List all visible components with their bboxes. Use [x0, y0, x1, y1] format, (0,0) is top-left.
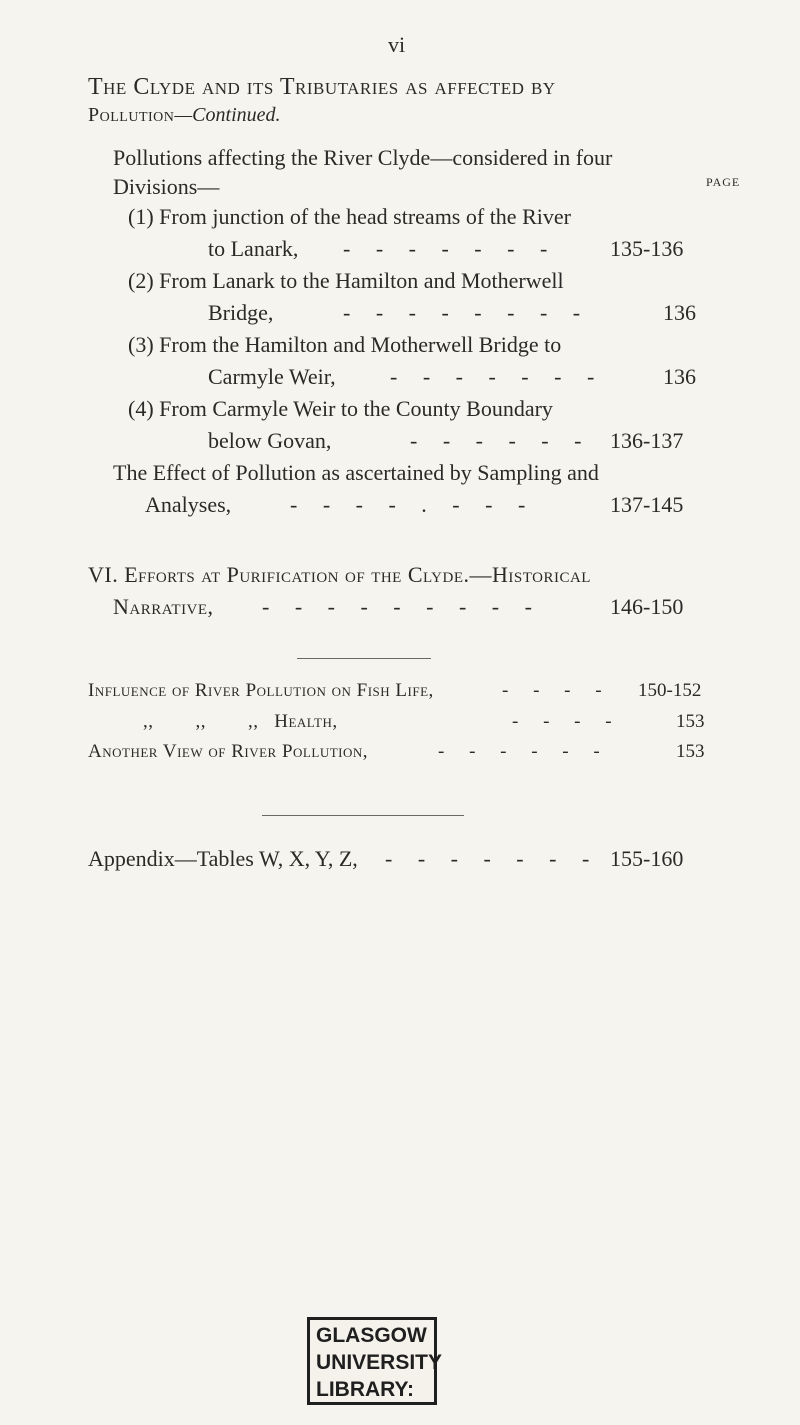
stamp-line-3: LIBRARY: [316, 1378, 414, 1401]
leader-dots: - - - - - - - [385, 846, 600, 871]
divider-rule [262, 815, 464, 816]
divisions-intro: Pollutions affecting the River Clyde—considered in four [113, 145, 613, 170]
toc-entry-fish-life: Influence of River Pollution on Fish Life, [88, 680, 434, 701]
toc-entry-division-3-cont: Carmyle Weir, [208, 364, 336, 389]
toc-entry-division-1: (1) From junction of the head streams of the River [128, 204, 571, 229]
toc-entry-division-3: (3) From the Hamilton and Motherwell Bridge to [128, 332, 562, 357]
leader-dots: - - - - [512, 711, 622, 732]
page-number: 153 [676, 741, 705, 762]
leader-dots: - - - - - - - [343, 236, 558, 261]
stamp-line-2: UNIVERSITY [316, 1351, 443, 1374]
toc-entry-division-2: (2) From Lanark to the Hamilton and Motherwell [128, 268, 564, 293]
toc-entry-appendix: Appendix—Tables W, X, Y, Z, [88, 846, 358, 871]
chapter-heading-vi-cont: Narrative, [113, 594, 214, 619]
divisions-intro-cont: Divisions— [113, 174, 220, 199]
page-number: 137-145 [610, 492, 684, 517]
toc-entry-division-4-cont: below Govan, [208, 428, 332, 453]
leader-dots: - - - - - - [438, 741, 610, 762]
toc-entry-division-4: (4) From Carmyle Weir to the County Boundary [128, 396, 553, 421]
divider-rule [297, 658, 431, 659]
section-title-pollution: Pollution [88, 104, 175, 126]
page-number: 135-136 [610, 236, 684, 261]
stamp-line-1: GLASGOW [316, 1324, 427, 1347]
section-title-continued [88, 104, 281, 127]
page-number: 150-152 [638, 680, 702, 701]
leader-dots: - - - - [502, 680, 612, 701]
leader-dots: - - - - . - - - [290, 492, 536, 517]
toc-entry-division-1-cont: to Lanark, [208, 236, 299, 261]
leader-dots: - - - - - - [410, 428, 592, 453]
leader-dots: - - - - - - - - - [262, 594, 542, 619]
page-number: 136 [663, 300, 696, 325]
library-stamp [307, 1317, 443, 1405]
page-number: 146-150 [610, 594, 684, 619]
page-number: 136-137 [610, 428, 684, 453]
page-number: 155-160 [610, 846, 684, 871]
page-number: 153 [676, 711, 705, 732]
toc-entry-effect-of-pollution-cont: Analyses, [145, 492, 232, 517]
toc-entry-health: ,, ,, ,, Health, [143, 711, 338, 732]
toc-entry-effect-of-pollution: The Effect of Pollution as ascertained by Sampling and [113, 460, 599, 485]
toc-entry-division-2-cont: Bridge, [208, 300, 274, 325]
chapter-heading-vi: VI. Efforts at Purification of the Clyde.—Historical [88, 562, 591, 587]
page-column-label: PAGE [706, 175, 741, 189]
section-title-continued-label: —Continued. [174, 104, 281, 126]
toc-entry-another-view: Another View of River Pollution, [88, 741, 368, 762]
section-title: The Clyde and its Tributaries as affected by [88, 74, 556, 100]
page-folio: vi [388, 32, 406, 57]
page-number: 136 [663, 364, 696, 389]
leader-dots: - - - - - - - [390, 364, 605, 389]
leader-dots: - - - - - - - - [343, 300, 591, 325]
